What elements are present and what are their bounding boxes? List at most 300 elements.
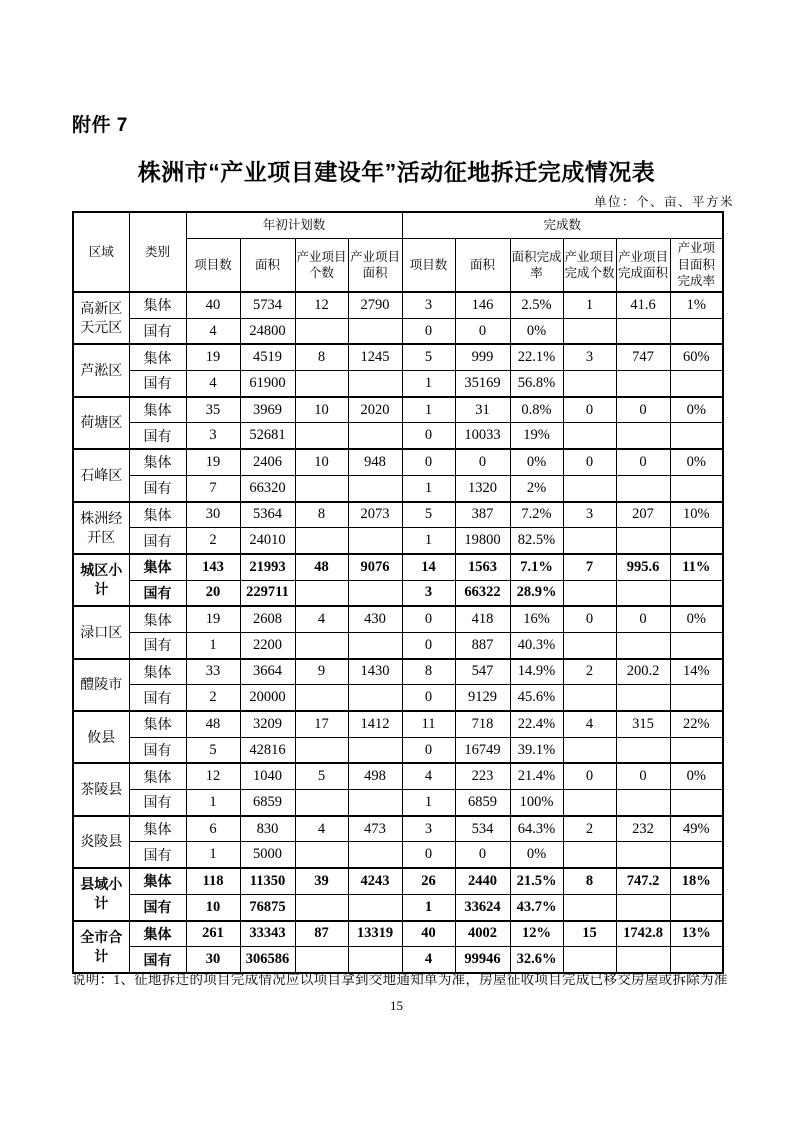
data-cell: 33 xyxy=(186,659,240,685)
header-region: 区域 xyxy=(73,212,129,292)
header-done-area-rate: 面积完成率 xyxy=(510,238,563,292)
table-row xyxy=(73,763,723,789)
data-cell: 17 xyxy=(295,711,348,737)
data-cell: 1% xyxy=(670,292,723,318)
data-cell: 1412 xyxy=(348,711,402,737)
data-cell: 387 xyxy=(455,502,510,528)
data-cell xyxy=(348,685,402,711)
data-cell xyxy=(670,842,723,868)
data-cell: 223 xyxy=(455,763,510,789)
category-cell: 国有 xyxy=(129,790,186,816)
data-cell: 315 xyxy=(616,711,670,737)
data-cell xyxy=(616,475,670,501)
data-cell: 19 xyxy=(186,344,240,370)
data-cell: 41.6 xyxy=(616,292,670,318)
data-cell xyxy=(348,528,402,554)
data-cell: 22.4% xyxy=(510,711,563,737)
region-cell: 渌口区 xyxy=(73,606,129,658)
data-cell: 1430 xyxy=(348,659,402,685)
data-cell xyxy=(295,580,348,606)
data-cell: 3 xyxy=(402,580,455,606)
table-row xyxy=(73,842,723,868)
region-cell: 芦淞区 xyxy=(73,344,129,396)
category-cell: 集体 xyxy=(129,921,186,947)
data-cell xyxy=(348,580,402,606)
data-cell: 0 xyxy=(563,449,616,475)
data-cell xyxy=(348,894,402,920)
data-cell: 0 xyxy=(563,606,616,632)
page-number: 15 xyxy=(390,998,403,1013)
data-cell: 19800 xyxy=(455,528,510,554)
category-cell: 集体 xyxy=(129,397,186,423)
data-cell: 22.1% xyxy=(510,344,563,370)
data-cell xyxy=(295,685,348,711)
data-cell xyxy=(295,318,348,344)
data-cell: 20 xyxy=(186,580,240,606)
data-cell: 0 xyxy=(455,318,510,344)
data-cell: 5 xyxy=(402,502,455,528)
data-cell: 7 xyxy=(186,475,240,501)
data-cell xyxy=(295,842,348,868)
data-cell xyxy=(670,371,723,397)
data-cell: 30 xyxy=(186,947,240,973)
data-cell xyxy=(348,475,402,501)
data-cell xyxy=(348,318,402,344)
data-cell: 2 xyxy=(563,659,616,685)
region-cell: 石峰区 xyxy=(73,449,129,501)
data-cell: 6859 xyxy=(240,790,295,816)
category-cell: 国有 xyxy=(129,947,186,973)
data-cell: 52681 xyxy=(240,423,295,449)
data-cell xyxy=(670,528,723,554)
data-cell: 10 xyxy=(295,397,348,423)
data-cell: 35 xyxy=(186,397,240,423)
data-cell xyxy=(616,318,670,344)
data-cell: 32.6% xyxy=(510,947,563,973)
category-cell: 集体 xyxy=(129,554,186,580)
data-cell: 60% xyxy=(670,344,723,370)
table-header xyxy=(73,212,723,292)
data-cell: 0 xyxy=(402,737,455,763)
data-cell: 8 xyxy=(402,659,455,685)
table-row xyxy=(73,685,723,711)
data-cell: 2790 xyxy=(348,292,402,318)
table-row xyxy=(73,659,723,685)
data-cell xyxy=(348,632,402,658)
table-row xyxy=(73,816,723,842)
data-cell: 40.3% xyxy=(510,632,563,658)
data-cell: 1 xyxy=(402,528,455,554)
table-row xyxy=(73,711,723,737)
data-cell: 0% xyxy=(670,606,723,632)
completion-table xyxy=(72,211,724,974)
data-cell xyxy=(670,632,723,658)
table-row xyxy=(73,528,723,554)
header-done-area: 面积 xyxy=(455,238,510,292)
table-row xyxy=(73,554,723,580)
unit-note: 单位：个、亩、平方米 xyxy=(593,195,734,209)
data-cell: 40 xyxy=(402,921,455,947)
category-cell: 集体 xyxy=(129,344,186,370)
data-cell xyxy=(295,423,348,449)
data-cell: 0 xyxy=(616,397,670,423)
category-cell: 国有 xyxy=(129,371,186,397)
data-cell xyxy=(616,842,670,868)
header-plan-area: 面积 xyxy=(240,238,295,292)
data-cell: 7.2% xyxy=(510,502,563,528)
data-cell: 0 xyxy=(455,842,510,868)
table-body xyxy=(73,292,723,973)
data-cell: 5000 xyxy=(240,842,295,868)
data-cell: 4 xyxy=(295,606,348,632)
data-cell: 118 xyxy=(186,868,240,894)
data-cell xyxy=(563,371,616,397)
region-cell: 茶陵县 xyxy=(73,763,129,815)
data-cell: 39.1% xyxy=(510,737,563,763)
data-cell: 0 xyxy=(455,449,510,475)
data-cell: 430 xyxy=(348,606,402,632)
data-cell: 4 xyxy=(563,711,616,737)
data-cell: 261 xyxy=(186,921,240,947)
data-cell: 5734 xyxy=(240,292,295,318)
data-cell: 0 xyxy=(563,397,616,423)
data-cell: 2200 xyxy=(240,632,295,658)
data-cell: 35169 xyxy=(455,371,510,397)
data-cell: 2 xyxy=(186,528,240,554)
data-cell: 19 xyxy=(186,606,240,632)
category-cell: 国有 xyxy=(129,528,186,554)
data-cell: 747.2 xyxy=(616,868,670,894)
data-cell: 42816 xyxy=(240,737,295,763)
data-cell: 1 xyxy=(402,790,455,816)
data-cell xyxy=(670,318,723,344)
data-cell: 0 xyxy=(616,449,670,475)
data-cell: 13319 xyxy=(348,921,402,947)
category-cell: 国有 xyxy=(129,632,186,658)
category-cell: 集体 xyxy=(129,816,186,842)
data-cell: 2 xyxy=(563,816,616,842)
data-cell: 3 xyxy=(402,292,455,318)
data-cell: 306586 xyxy=(240,947,295,973)
data-cell: 4243 xyxy=(348,868,402,894)
data-cell xyxy=(348,790,402,816)
data-cell: 0 xyxy=(402,423,455,449)
data-cell: 4 xyxy=(402,763,455,789)
data-cell: 11350 xyxy=(240,868,295,894)
data-cell: 16749 xyxy=(455,737,510,763)
data-cell: 6859 xyxy=(455,790,510,816)
data-cell xyxy=(616,632,670,658)
data-cell: 0 xyxy=(563,763,616,789)
data-cell: 30 xyxy=(186,502,240,528)
data-cell: 7 xyxy=(563,554,616,580)
data-cell xyxy=(670,790,723,816)
data-cell: 31 xyxy=(455,397,510,423)
data-cell: 0 xyxy=(402,318,455,344)
data-cell: 1 xyxy=(402,894,455,920)
table-row xyxy=(73,318,723,344)
data-cell: 87 xyxy=(295,921,348,947)
data-cell: 1 xyxy=(186,632,240,658)
data-cell: 1 xyxy=(186,842,240,868)
data-cell: 0% xyxy=(670,449,723,475)
data-cell: 498 xyxy=(348,763,402,789)
data-cell: 61900 xyxy=(240,371,295,397)
data-cell xyxy=(563,528,616,554)
data-cell: 39 xyxy=(295,868,348,894)
data-cell: 2 xyxy=(186,685,240,711)
table-row xyxy=(73,475,723,501)
data-cell: 0 xyxy=(616,763,670,789)
data-cell: 4 xyxy=(402,947,455,973)
data-cell: 9 xyxy=(295,659,348,685)
data-cell: 3969 xyxy=(240,397,295,423)
data-cell: 4 xyxy=(295,816,348,842)
data-cell: 11 xyxy=(402,711,455,737)
region-cell: 株洲经开区 xyxy=(73,502,129,554)
table-row xyxy=(73,397,723,423)
data-cell: 66322 xyxy=(455,580,510,606)
data-cell: 0% xyxy=(510,318,563,344)
data-cell xyxy=(348,371,402,397)
category-cell: 集体 xyxy=(129,659,186,685)
data-cell: 56.8% xyxy=(510,371,563,397)
category-cell: 国有 xyxy=(129,737,186,763)
table-row xyxy=(73,632,723,658)
table-row xyxy=(73,894,723,920)
data-cell: 1320 xyxy=(455,475,510,501)
data-cell xyxy=(348,737,402,763)
data-cell: 21.5% xyxy=(510,868,563,894)
data-cell: 747 xyxy=(616,344,670,370)
table-row xyxy=(73,449,723,475)
category-cell: 集体 xyxy=(129,606,186,632)
data-cell: 830 xyxy=(240,816,295,842)
data-cell: 18% xyxy=(670,868,723,894)
category-cell: 国有 xyxy=(129,475,186,501)
data-cell: 1 xyxy=(186,790,240,816)
data-cell: 82.5% xyxy=(510,528,563,554)
data-cell: 1 xyxy=(402,475,455,501)
data-cell xyxy=(563,685,616,711)
data-cell xyxy=(670,685,723,711)
data-cell: 4 xyxy=(186,371,240,397)
data-cell: 10033 xyxy=(455,423,510,449)
data-cell: 12 xyxy=(295,292,348,318)
data-cell: 995.6 xyxy=(616,554,670,580)
data-cell: 21993 xyxy=(240,554,295,580)
data-cell: 1 xyxy=(402,371,455,397)
data-cell: 1 xyxy=(402,397,455,423)
category-cell: 国有 xyxy=(129,842,186,868)
data-cell: 1 xyxy=(563,292,616,318)
data-cell: 26 xyxy=(402,868,455,894)
data-cell: 999 xyxy=(455,344,510,370)
data-cell: 2608 xyxy=(240,606,295,632)
data-cell xyxy=(295,632,348,658)
data-cell: 418 xyxy=(455,606,510,632)
data-cell: 146 xyxy=(455,292,510,318)
data-cell xyxy=(670,737,723,763)
data-cell: 3 xyxy=(402,816,455,842)
category-cell: 集体 xyxy=(129,292,186,318)
data-cell: 200.2 xyxy=(616,659,670,685)
data-cell: 0% xyxy=(510,449,563,475)
data-cell: 33624 xyxy=(455,894,510,920)
data-cell: 9076 xyxy=(348,554,402,580)
header-done-industry-area: 产业项目完成面积 xyxy=(616,238,670,292)
data-cell: 0 xyxy=(616,606,670,632)
data-cell: 10 xyxy=(295,449,348,475)
data-cell: 534 xyxy=(455,816,510,842)
category-cell: 集体 xyxy=(129,868,186,894)
table-row xyxy=(73,606,723,632)
data-cell: 1742.8 xyxy=(616,921,670,947)
category-cell: 国有 xyxy=(129,894,186,920)
data-cell: 8 xyxy=(295,344,348,370)
document-title: 株洲市“产业项目建设年”活动征地拆迁完成情况表 xyxy=(137,159,656,185)
data-cell: 2020 xyxy=(348,397,402,423)
attachment-label: 附件 7 xyxy=(72,115,128,136)
data-cell: 2406 xyxy=(240,449,295,475)
category-cell: 国有 xyxy=(129,580,186,606)
data-cell: 76875 xyxy=(240,894,295,920)
data-cell: 4002 xyxy=(455,921,510,947)
data-cell xyxy=(563,423,616,449)
data-cell: 0 xyxy=(402,449,455,475)
category-cell: 集体 xyxy=(129,763,186,789)
data-cell xyxy=(616,423,670,449)
data-cell: 547 xyxy=(455,659,510,685)
data-cell: 0% xyxy=(670,397,723,423)
data-cell: 10 xyxy=(186,894,240,920)
data-cell: 232 xyxy=(616,816,670,842)
data-cell: 5 xyxy=(402,344,455,370)
table-row xyxy=(73,868,723,894)
data-cell: 10% xyxy=(670,502,723,528)
region-cell: 全市合计 xyxy=(73,921,129,973)
data-cell: 0 xyxy=(402,685,455,711)
data-cell xyxy=(563,790,616,816)
data-cell: 22% xyxy=(670,711,723,737)
table-row xyxy=(73,737,723,763)
header-plan-industry-area: 产业项目 面积 xyxy=(348,238,402,292)
header-plan-projects: 项目数 xyxy=(186,238,240,292)
data-cell: 19% xyxy=(510,423,563,449)
data-cell: 48 xyxy=(186,711,240,737)
table-row xyxy=(73,292,723,318)
header-done-industry-count: 产业项目完成个数 xyxy=(563,238,616,292)
data-cell xyxy=(616,685,670,711)
category-cell: 国有 xyxy=(129,685,186,711)
data-cell: 3664 xyxy=(240,659,295,685)
data-cell: 64.3% xyxy=(510,816,563,842)
data-cell xyxy=(670,894,723,920)
data-cell: 4 xyxy=(186,318,240,344)
table-row xyxy=(73,344,723,370)
data-cell: 4519 xyxy=(240,344,295,370)
data-cell: 1040 xyxy=(240,763,295,789)
header-done-group: 完成数 xyxy=(402,212,723,238)
data-cell xyxy=(563,737,616,763)
header-row-groups xyxy=(73,212,723,238)
data-cell xyxy=(563,580,616,606)
header-plan-group: 年初计划数 xyxy=(186,212,402,238)
region-cell: 攸县 xyxy=(73,711,129,763)
category-cell: 集体 xyxy=(129,449,186,475)
data-cell xyxy=(616,580,670,606)
data-cell: 718 xyxy=(455,711,510,737)
data-cell xyxy=(670,580,723,606)
data-cell: 49% xyxy=(670,816,723,842)
region-cell: 高新区天元区 xyxy=(73,292,129,344)
table-row xyxy=(73,580,723,606)
category-cell: 集体 xyxy=(129,711,186,737)
data-cell: 3 xyxy=(186,423,240,449)
table-row xyxy=(73,921,723,947)
data-cell: 2440 xyxy=(455,868,510,894)
data-cell: 11% xyxy=(670,554,723,580)
data-cell: 66320 xyxy=(240,475,295,501)
category-cell: 国有 xyxy=(129,423,186,449)
data-cell: 24010 xyxy=(240,528,295,554)
region-cell: 县域小计 xyxy=(73,868,129,920)
data-cell: 40 xyxy=(186,292,240,318)
table-row xyxy=(73,790,723,816)
data-cell: 229711 xyxy=(240,580,295,606)
region-cell: 荷塘区 xyxy=(73,397,129,449)
data-cell xyxy=(563,475,616,501)
data-cell: 12% xyxy=(510,921,563,947)
data-cell xyxy=(348,423,402,449)
data-cell: 2.5% xyxy=(510,292,563,318)
region-cell: 醴陵市 xyxy=(73,659,129,711)
data-cell: 99946 xyxy=(455,947,510,973)
data-cell xyxy=(563,842,616,868)
data-cell xyxy=(295,894,348,920)
data-cell: 0.8% xyxy=(510,397,563,423)
category-cell: 国有 xyxy=(129,318,186,344)
data-cell xyxy=(616,894,670,920)
data-cell: 0% xyxy=(510,842,563,868)
data-cell xyxy=(563,318,616,344)
data-cell xyxy=(295,475,348,501)
data-cell: 7.1% xyxy=(510,554,563,580)
data-cell: 28.9% xyxy=(510,580,563,606)
data-cell: 24800 xyxy=(240,318,295,344)
data-cell: 14 xyxy=(402,554,455,580)
header-done-projects: 项目数 xyxy=(402,238,455,292)
table-row xyxy=(73,423,723,449)
header-category: 类别 xyxy=(129,212,186,292)
data-cell: 2073 xyxy=(348,502,402,528)
data-cell: 43.7% xyxy=(510,894,563,920)
data-cell: 1245 xyxy=(348,344,402,370)
data-cell: 19 xyxy=(186,449,240,475)
data-cell: 473 xyxy=(348,816,402,842)
data-cell: 2% xyxy=(510,475,563,501)
region-cell: 炎陵县 xyxy=(73,816,129,868)
data-cell: 15 xyxy=(563,921,616,947)
data-cell: 887 xyxy=(455,632,510,658)
data-cell: 0% xyxy=(670,763,723,789)
header-done-industry-area-rate: 产业项目面积完成率 xyxy=(670,238,723,292)
data-cell: 207 xyxy=(616,502,670,528)
data-cell: 21.4% xyxy=(510,763,563,789)
data-cell: 948 xyxy=(348,449,402,475)
data-cell: 100% xyxy=(510,790,563,816)
category-cell: 集体 xyxy=(129,502,186,528)
